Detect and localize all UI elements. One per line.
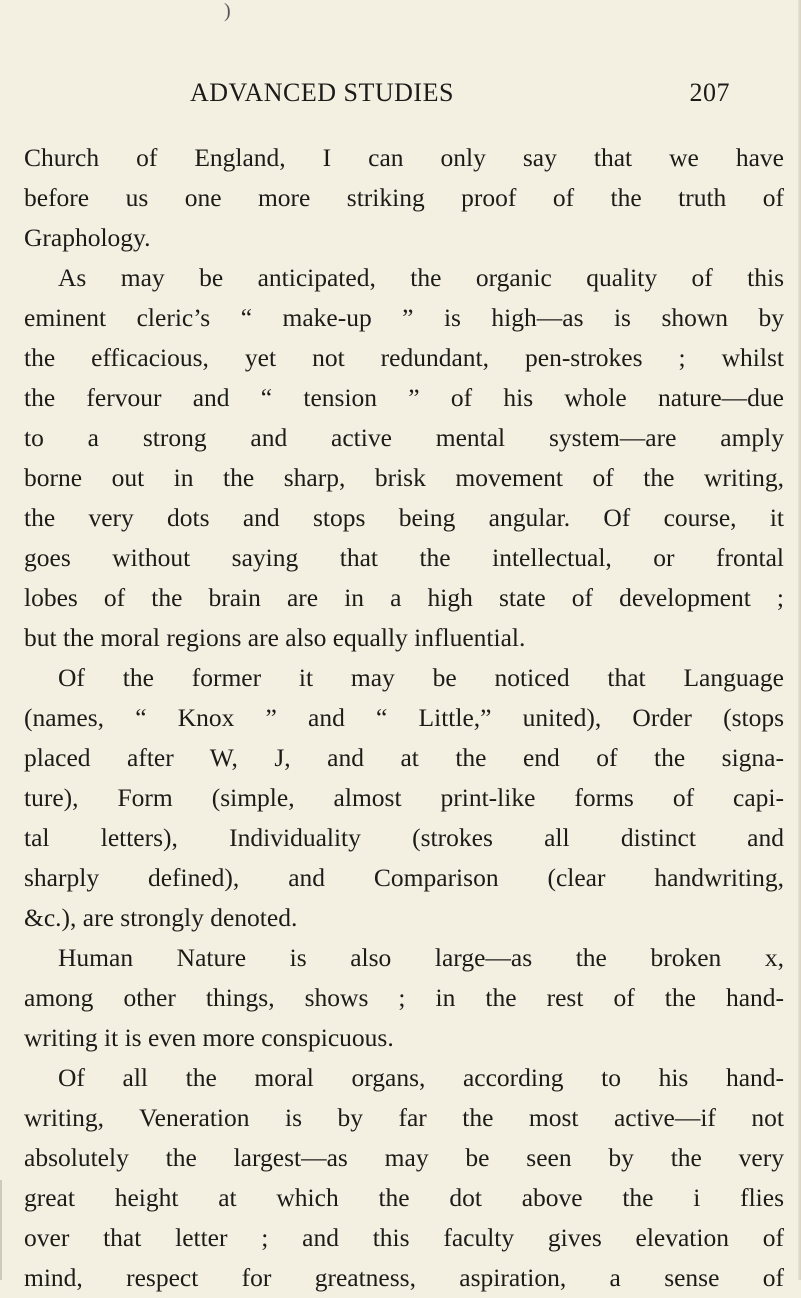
text-line: before us one more striking proof of the truth of: [24, 183, 784, 212]
text-line: (names, “ Knox ” and “ Little,” united), Order (stops: [24, 703, 784, 732]
text-line: lobes of the brain are in a high state of development ;: [24, 583, 784, 612]
text-line: tal letters), Individuality (strokes all distinct and: [24, 823, 784, 852]
paragraph-start: As may be anticipated, the organic quality of this: [58, 263, 784, 292]
text-line: absolutely the largest—as may be seen by the very: [24, 1143, 784, 1172]
text-line: the efficacious, yet not redundant, pen-strokes ; whilst: [24, 343, 784, 372]
text-line: writing, Veneration is by far the most active—if not: [24, 1103, 784, 1132]
text-line: Graphology.: [24, 223, 151, 252]
text-line: writing it is even more conspicuous.: [24, 1023, 394, 1052]
paragraph-start: Human Nature is also large—as the broken x,: [58, 943, 784, 972]
paragraph-start: Of all the moral organs, according to his hand-: [58, 1063, 784, 1092]
page-number: 207: [689, 78, 730, 107]
text-line: goes without saying that the intellectual, or frontal: [24, 543, 784, 572]
text-line: to a strong and active mental system—are amply: [24, 423, 784, 452]
text-line: sharply defined), and Comparison (clear handwriting,: [24, 863, 784, 892]
text-line: placed after W, J, and at the end of the signa-: [24, 743, 784, 772]
text-line: but the moral regions are also equally influential.: [24, 623, 526, 652]
text-line: great height at which the dot above the i flies: [24, 1183, 784, 1212]
text-line: the fervour and “ tension ” of his whole nature—due: [24, 383, 784, 412]
running-title: ADVANCED STUDIES: [190, 78, 454, 107]
top-mark: ): [224, 0, 231, 22]
scan-mark: [0, 1180, 2, 1280]
text-line: over that letter ; and this faculty gives elevation of: [24, 1223, 784, 1252]
text-line: &c.), are strongly denoted.: [24, 903, 298, 932]
text-line: mind, respect for greatness, aspiration, a sense of: [24, 1263, 784, 1292]
text-line: Church of England, I can only say that we have: [24, 143, 784, 172]
paragraph-start: Of the former it may be noticed that Language: [58, 663, 784, 692]
text-line: among other things, shows ; in the rest of the hand-: [24, 983, 784, 1012]
text-line: ture), Form (simple, almost print-like forms of capi-: [24, 783, 784, 812]
text-line: the very dots and stops being angular. Of course, it: [24, 503, 784, 532]
text-line: eminent cleric’s “ make-up ” is high—as is shown by: [24, 303, 784, 332]
page-body: [24, 138, 784, 1298]
text-line: borne out in the sharp, brisk movement of the writing,: [24, 463, 784, 492]
